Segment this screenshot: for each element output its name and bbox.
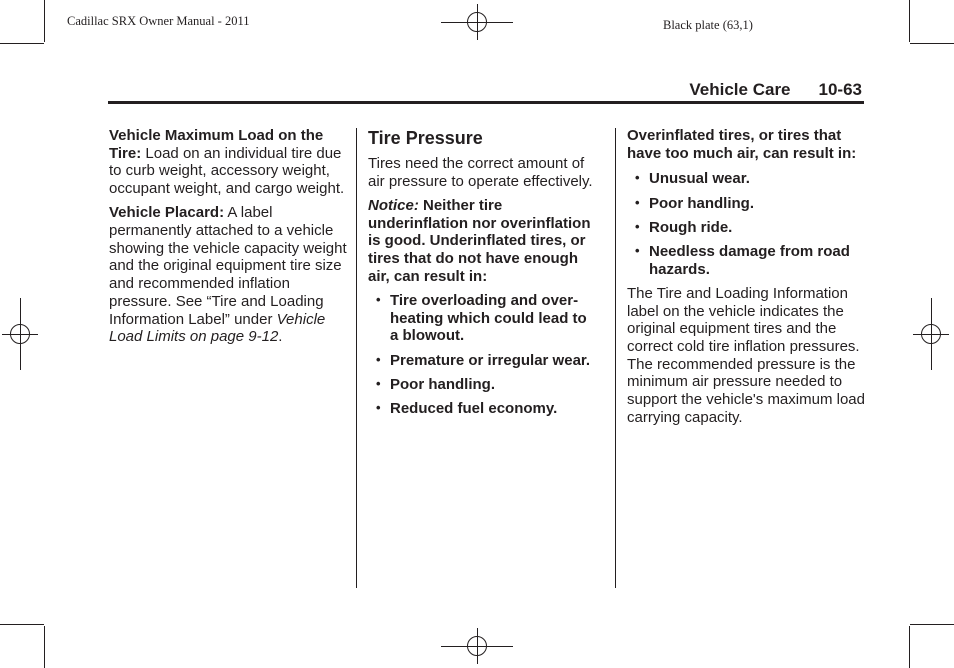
crop-mark [0, 624, 44, 625]
page-number: 10-63 [818, 80, 862, 99]
definition: A label permanently attached to a vehicle showing the vehicle capacity weight and the original equipment tire size and recommended inflation pressure. See “Tire and Loading Information Label” under [109, 204, 347, 328]
period: . [278, 328, 283, 346]
crop-mark [909, 626, 910, 668]
registration-mark-bottom [441, 628, 513, 664]
slug-left: Cadillac SRX Owner Manual - 2011 [67, 14, 250, 28]
running-header [689, 80, 862, 100]
body-paragraph: The Tire and Loading Information label on the vehicle indicates the original equipment tires and the correct cold tire inflation pressures. The recommended pressure is the minimum air pressure needed to support the vehicle's maximum load carrying capacity. [627, 284, 865, 426]
header-rule [108, 101, 864, 104]
notice-text: Neither tire underinflation nor overinflation is good. Underinflated tires, or tires that do not have enough air, can result in: [368, 196, 591, 285]
registration-mark-left [2, 298, 38, 370]
list-item: • Tire overloading and over-heating which could lead to a blowout. [368, 292, 593, 345]
list-item: • Poor handling. [627, 195, 867, 213]
definition-placard [109, 204, 349, 346]
registration-mark-top [441, 4, 513, 40]
list-item: • Premature or irregular wear. [368, 352, 593, 370]
crop-mark [910, 43, 954, 44]
list-item: • Needless damage from road hazards. [627, 243, 867, 278]
column-1 [109, 127, 349, 352]
column-3 [627, 127, 867, 433]
definition: Load on an individual tire due to curb weight, accessory weight, occupant weight, and cargo weight. [109, 144, 345, 198]
crop-mark [0, 43, 44, 44]
list-item: • Reduced fuel economy. [368, 400, 593, 418]
crop-mark [910, 624, 954, 625]
crop-mark [909, 0, 910, 42]
notice-paragraph [368, 197, 593, 286]
crop-mark [44, 626, 45, 668]
section-heading: Tire Pressure [368, 128, 483, 148]
bullet-list [627, 170, 867, 278]
list-item: • Unusual wear. [627, 170, 867, 188]
list-item: • Rough ride. [627, 219, 867, 237]
lead-paragraph: Overinflated tires, or tires that have too much air, can result in: [627, 127, 857, 162]
intro-paragraph: Tires need the correct amount of air pressure to operate effectively. [368, 155, 593, 190]
list-item: • Poor handling. [368, 376, 593, 394]
bullet-list [368, 292, 593, 418]
cross-reference: Vehicle Load Limits on page 9-12 [109, 310, 326, 346]
section-title: Vehicle Care [689, 80, 791, 99]
notice-label: Notice: [368, 196, 419, 214]
slug-right: Black plate (63,1) [663, 18, 753, 32]
column-2 [368, 127, 593, 424]
definition-max-load [109, 127, 349, 198]
term: Vehicle Placard: [109, 204, 225, 222]
column-divider [356, 128, 357, 588]
term: Vehicle Maximum Load on the Tire: [109, 127, 324, 162]
registration-mark-right [913, 298, 949, 370]
column-divider [615, 128, 616, 588]
crop-mark [44, 0, 45, 42]
